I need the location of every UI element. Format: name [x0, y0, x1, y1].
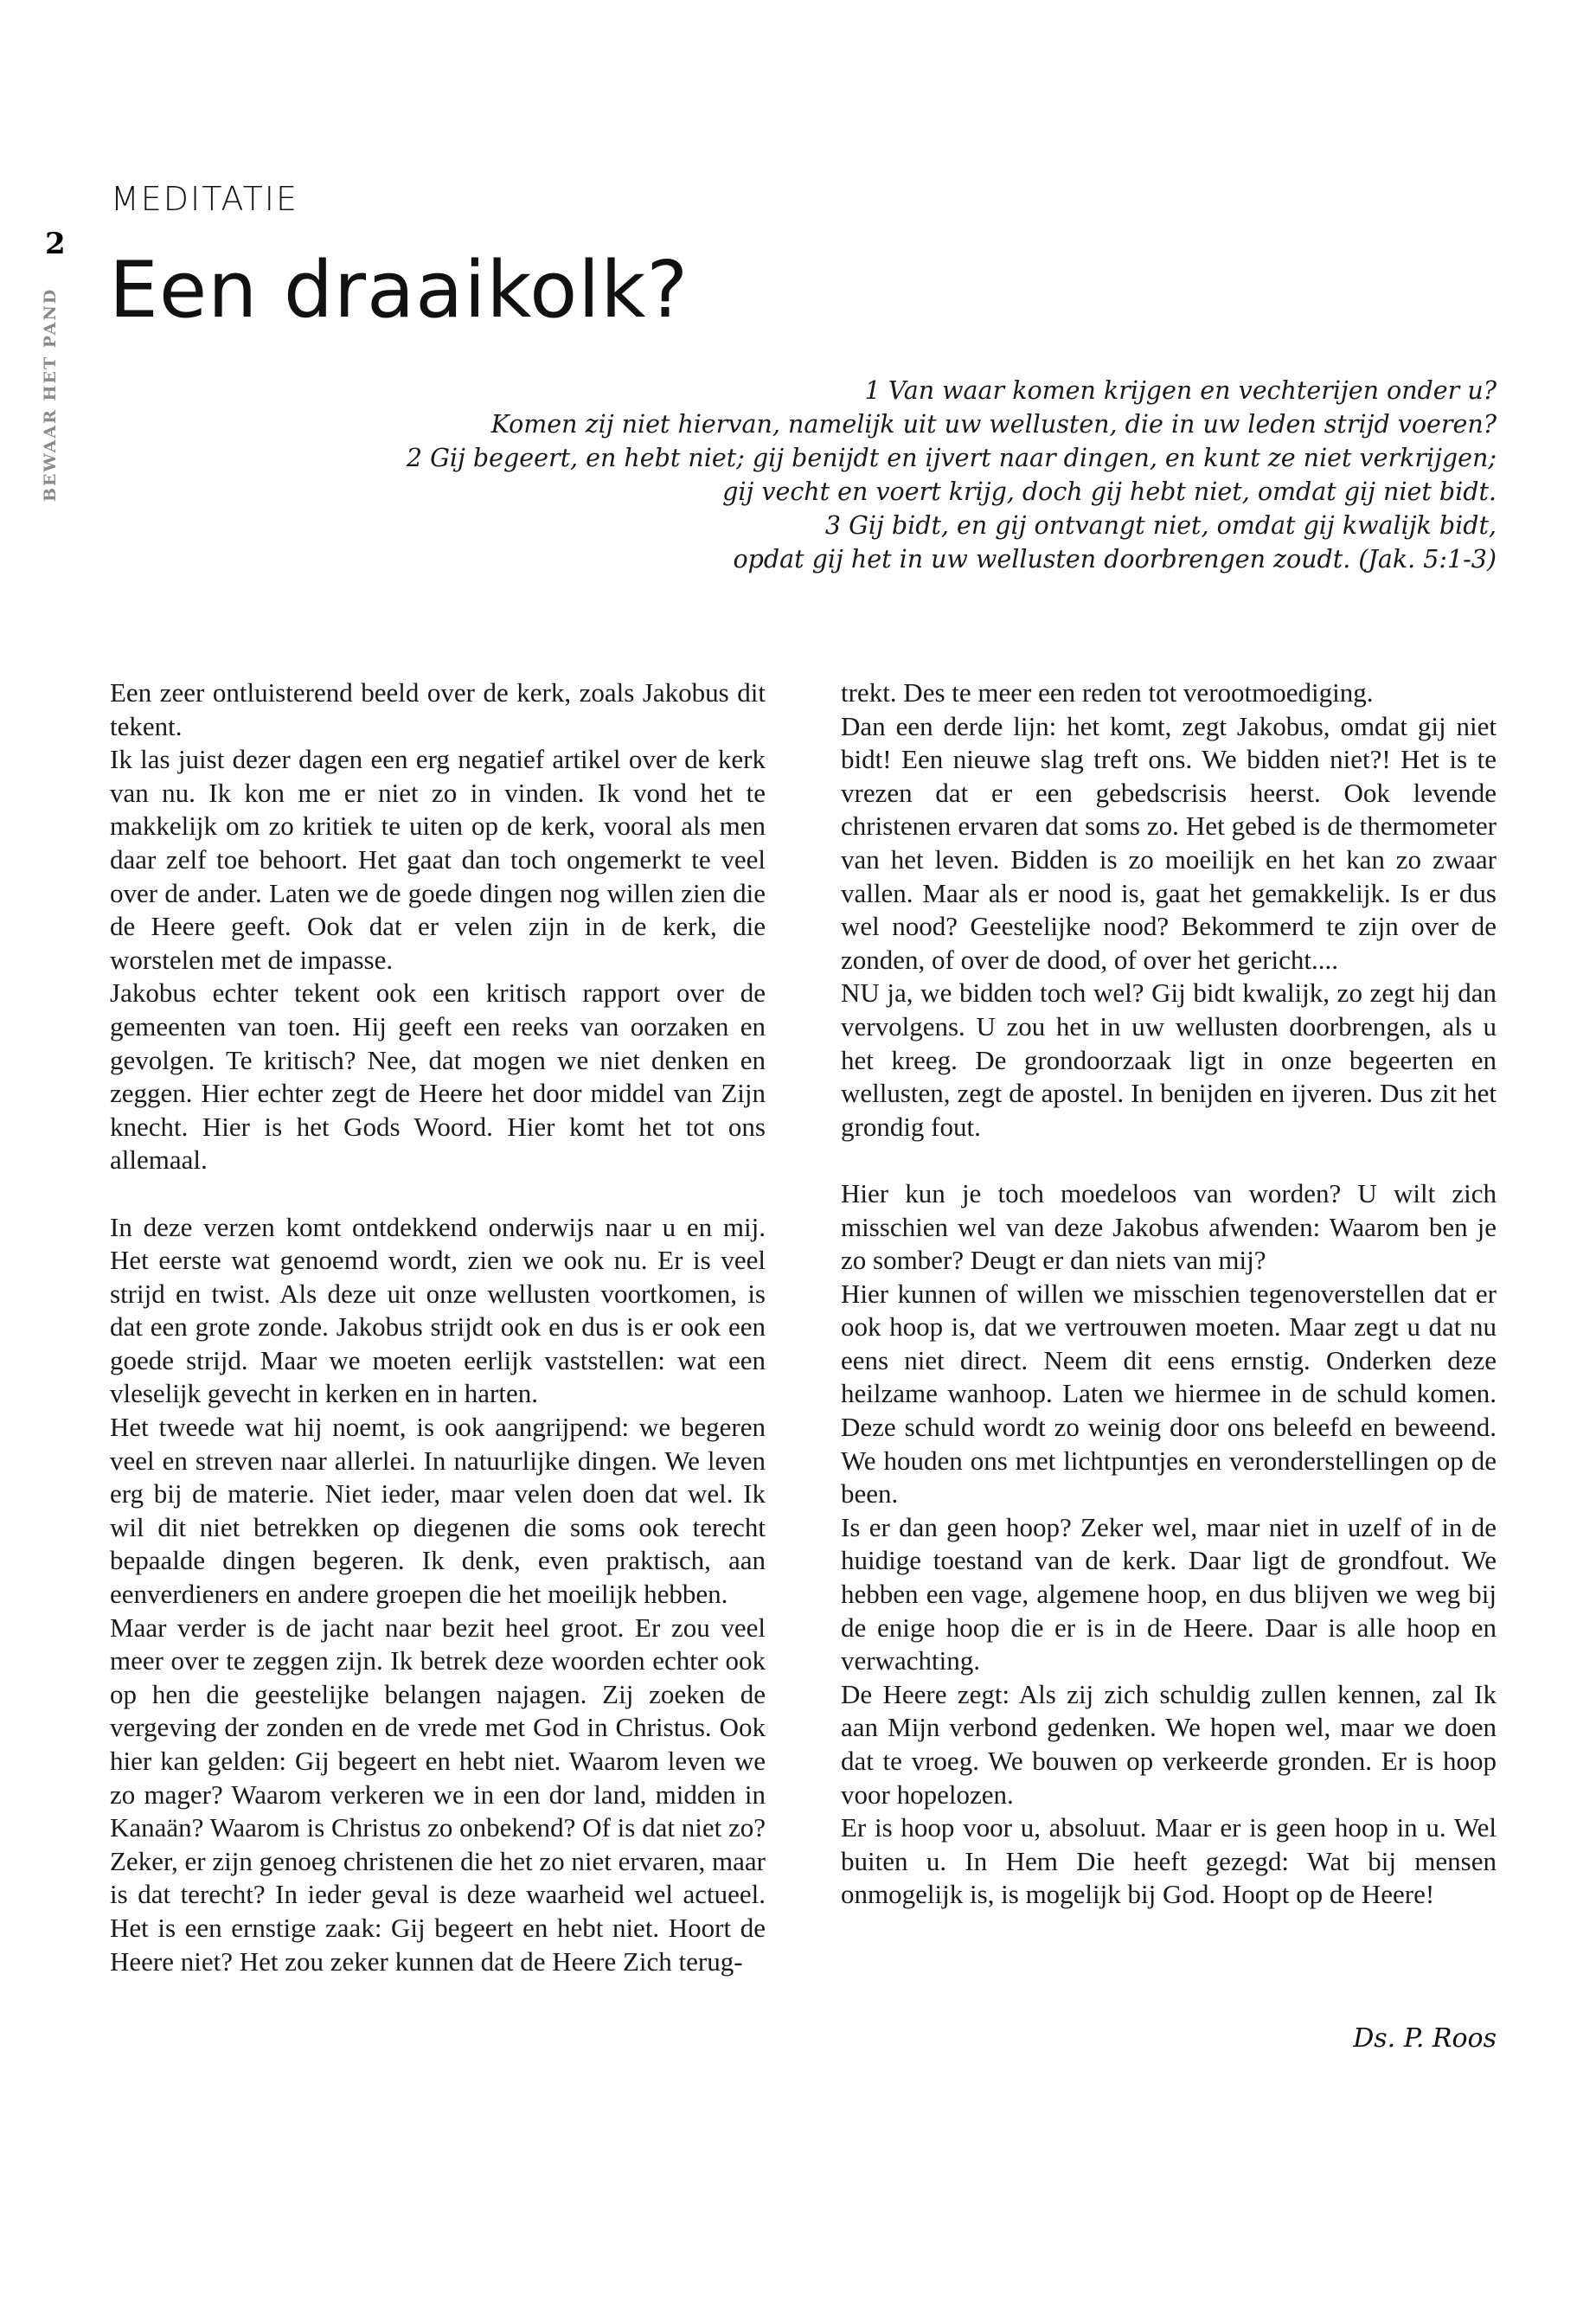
paragraph: Er is hoop voor u, absoluut. Maar er is geen hoop in u. Wel buiten u. In Hem Die heeft gezegd: Wat bij mensen onmogelijk is, is mogelijk bij God. Hoopt op de Heere!	[841, 1812, 1497, 1910]
paragraph: De Heere zegt: Als zij zich schuldig zullen kennen, zal Ik aan Mijn verbond gedenken. We hopen wel, maar we doen dat te vroeg. We bouwen op verkeerde gronden. Er is hoop voor hopelozen.	[841, 1678, 1497, 1810]
paragraph: Ik las juist dezer dagen een erg negatief artikel over de kerk van nu. Ik kon me er niet zo in vinden. Ik vond het te makkelijk om zo kritiek te uiten op de kerk, vooral als men daar zelf toe behoort. Het gaat dan toch ongemerkt te veel over de ander. Laten we de goede dingen nog willen zien die de Heere geeft. Ook dat er velen zijn in de kerk, die worstelen met de impasse.	[110, 744, 766, 975]
paragraph: Is er dan geen hoop? Zeker wel, maar niet in uzelf of in de huidige toestand van de kerk. Daar ligt de grondfout. We hebben een vage, algemene hoop, en dus blijven we weg bij de enige hoop die er is in de Heere. Daar is alle hoop en verwachting.	[841, 1511, 1497, 1676]
paragraph: In deze verzen komt ontdekkend onderwijs naar u en mij. Het eerste wat genoemd wordt, zien we ook nu. Er is veel strijd en twist. Als deze uit onze wellusten voortkomen, is dat een grote zonde. Jakobus strijdt ook en dus is er ook een goede strijd. Maar we moeten eerlijk vaststellen: wat een vleselijk gevecht in kerken en in harten.	[110, 1211, 766, 1409]
side-label: BEWAAR HET PAND	[41, 287, 60, 502]
scripture-line: gij vecht en voert krijg, doch gij hebt niet, omdat gij niet bidt.	[722, 478, 1497, 506]
scripture-line: 1 Van waar komen krijgen en vechterijen onder u?	[864, 376, 1497, 405]
paragraph: Hier kun je toch moedeloos van worden? U wilt zich misschien wel van deze Jakobus afwenden: Waarom ben je zo somber? Deugt er dan niets van mij?	[841, 1177, 1497, 1276]
paragraph: Het tweede wat hij noemt, is ook aangrijpend: we begeren veel en streven naar allerlei. In natuurlijke dingen. We leven erg bij de materie. Niet ieder, maar velen doen dat wel. Ik wil dit niet betrekken op diegenen die soms ook terecht bepaalde dingen begeren. Ik denk, even praktisch, aan eenverdieners en andere groepen die het moeilijk hebben.	[110, 1412, 766, 1610]
scripture-line: opdat gij het in uw wellusten doorbrengen zoudt. (Jak. 5:1-3)	[733, 545, 1497, 574]
left-column	[110, 676, 766, 1978]
right-column	[841, 676, 1497, 1912]
paragraph: Jakobus echter tekent ook een kritisch rapport over de gemeenten van toen. Hij geeft een reeks van oorzaken en gevolgen. Te kritisch? Nee, dat mogen we niet denken en zeggen. Hier echter zegt de Heere het door middel van Zijn knecht. Hier is het Gods Woord. Hier komt het tot ons allemaal.	[110, 977, 766, 1176]
scripture-line: 3 Gij bidt, en gij ontvangt niet, omdat gij kwalijk bidt,	[824, 511, 1497, 540]
section-label: MEDITATIE	[111, 180, 298, 218]
paragraph: Een zeer ontluisterend beeld over de kerk, zoals Jakobus dit tekent.	[110, 677, 766, 741]
paragraph: trekt. Des te meer een reden tot verootmoediging.	[841, 677, 1374, 708]
page-number: 2	[45, 227, 66, 261]
scripture-quote	[372, 374, 1497, 576]
paragraph: Dan een derde lijn: het komt, zegt Jakobus, omdat gij niet bidt! Een nieuwe slag treft ons. We bidden niet?! Het is te vrezen dat er een gebedscrisis heerst. Ook levende christenen ervaren dat soms zo. Het gebed is de thermometer van het leven. Bidden is zo moeilijk en het kan zo zwaar vallen. Maar als er nood is, gaat het gemakkelijk. Is er dus wel nood? Geestelijke nood? Bekommerd te zijn over de zonden, of over de dood, of over het gericht....	[841, 710, 1497, 975]
paragraph: Hier kunnen of willen we misschien tegenoverstellen dat er ook hoop is, dat we vertrouwen moeten. Maar zegt u dat nu eens niet direct. Neem dit eens ernstig. Onderken deze heilzame wanhoop. Laten we hiermee in de schuld komen. Deze schuld wordt zo weinig door ons beleefd en beweend. We houden ons met lichtpuntjes en veronderstellingen op de been.	[841, 1278, 1497, 1509]
paragraph: NU ja, we bidden toch wel? Gij bidt kwalijk, zo zegt hij dan vervolgens. U zou het in uw wellusten doorbrengen, als u het kreeg. De grondoorzaak ligt in onze begeerten en wellusten, zegt de apostel. In benijden en ijveren. Dus zit het grondig fout.	[841, 977, 1497, 1142]
scripture-line: 2 Gij begeert, en hebt niet; gij benijdt en ijvert naar dingen, en kunt ze niet verkrijgen;	[406, 444, 1497, 472]
author-signature: Ds. P. Roos	[1353, 2023, 1497, 2054]
paragraph: Maar verder is de jacht naar bezit heel groot. Er zou veel meer over te zeggen zijn. Ik betrek deze woorden echter ook op hen die geestelijke belangen najagen. Zij zoeken de vergeving der zonden en de vrede met God in Christus. Ook hier kan gelden: Gij begeert en hebt niet. Waarom leven we zo mager? Waarom verkeren we in een dor land, midden in Kanaän? Waarom is Christus zo onbekend? Of is dat niet zo? Zeker, er zijn genoeg christenen die het zo niet ervaren, maar is dat terecht? In ieder geval is deze waarheid wel actueel. Het is een ernstige zaak: Gij begeert en hebt niet. Hoort de Heere niet? Het zou zeker kunnen dat de Heere Zich terug-	[110, 1612, 766, 1977]
scripture-line: Komen zij niet hiervan, namelijk uit uw wellusten, die in uw leden strijd voeren?	[490, 410, 1497, 439]
page-title: Een draaikolk?	[109, 245, 689, 336]
